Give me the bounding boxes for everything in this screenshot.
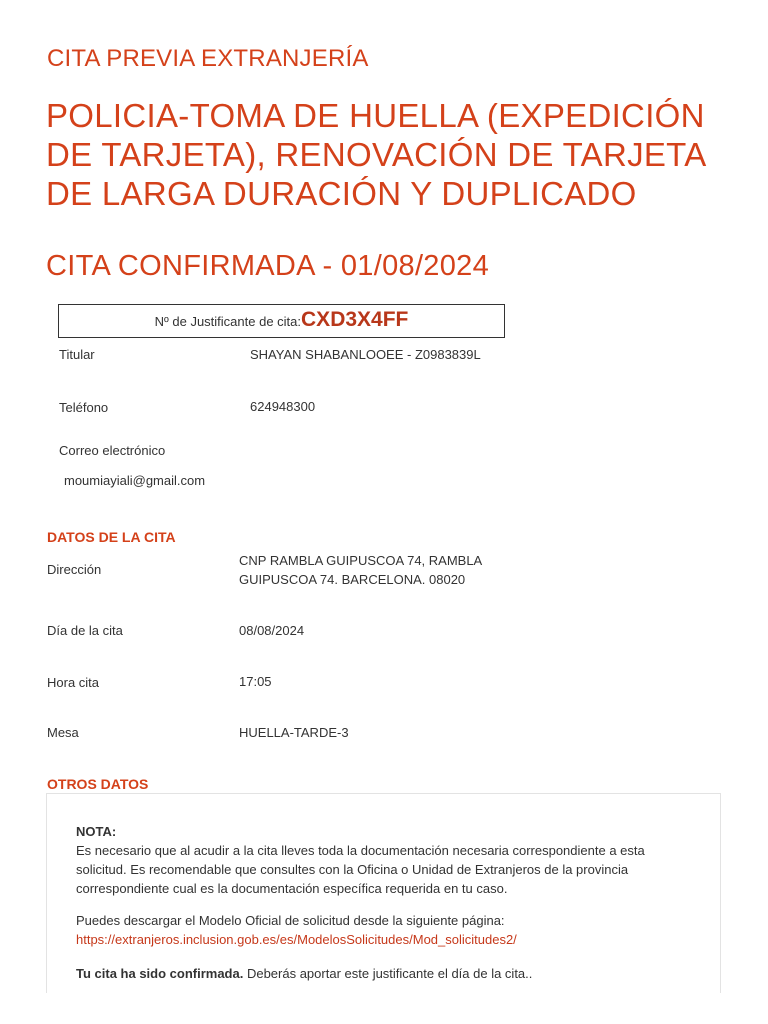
phone-value: 624948300 (250, 399, 316, 414)
page-title: POLICIA-TOMA DE HUELLA (EXPEDICIÓN DE TARJETA), RENOVACIÓN DE TARJETA DE LARGA DURACIÓN Y DUPLICADO (46, 97, 705, 212)
note-line-2: solicitud. Es recomendable que consultes con la Oficina o Unidad de Extranjeros de la provincia (76, 862, 629, 877)
titular-label: Titular (59, 347, 95, 362)
confirmed-note-bold: Tu cita ha sido confirmada. (76, 966, 244, 981)
desk-value: HUELLA-TARDE-3 (239, 725, 349, 740)
email-label: Correo electrónico (59, 443, 166, 458)
address-label: Dirección (47, 562, 102, 577)
day-value: 08/08/2024 (239, 623, 305, 638)
justificante-label: Nº de Justificante de cita: (154, 314, 302, 329)
time-value: 17:05 (239, 674, 272, 689)
confirmed-note-rest: Deberás aportar este justificante el día de la cita.. (243, 966, 533, 981)
note-line-3: correspondiente cual es la documentación específica requerida en tu caso. (76, 881, 508, 896)
justificante-code: CXD3X4FF (301, 308, 409, 331)
download-link[interactable]: https://extranjeros.inclusion.gob.es/es/ModelosSolicitudes/Mod_solicitudes2/ (76, 932, 517, 947)
time-label: Hora cita (47, 675, 100, 690)
appointment-section-title: DATOS DE LA CITA (47, 529, 176, 545)
titular-value: SHAYAN SHABANLOOEE - Z0983839L (250, 347, 481, 362)
note-heading: NOTA: (76, 824, 117, 839)
confirmed-note (76, 964, 532, 983)
page-supertitle: CITA PREVIA EXTRANJERÍA (47, 45, 369, 72)
day-label: Día de la cita (47, 623, 123, 638)
address-value (239, 551, 482, 589)
phone-label: Teléfono (59, 400, 109, 415)
confirmation-heading: CITA CONFIRMADA - 01/08/2024 (46, 250, 490, 282)
justificante-box (58, 304, 505, 338)
note-body (76, 841, 645, 898)
desk-label: Mesa (47, 725, 79, 740)
note-line-1: Es necesario que al acudir a la cita lleves toda la documentación necesaria correspondiente a esta (76, 843, 645, 858)
download-text: Puedes descargar el Modelo Oficial de solicitud desde la siguiente página: (76, 913, 505, 928)
other-section-title: OTROS DATOS (47, 776, 149, 792)
address-line-1: CNP RAMBLA GUIPUSCOA 74, RAMBLA (239, 553, 483, 568)
address-line-2: GUIPUSCOA 74. BARCELONA. 08020 (239, 572, 466, 587)
email-value: moumiayiali@gmail.com (64, 473, 206, 488)
